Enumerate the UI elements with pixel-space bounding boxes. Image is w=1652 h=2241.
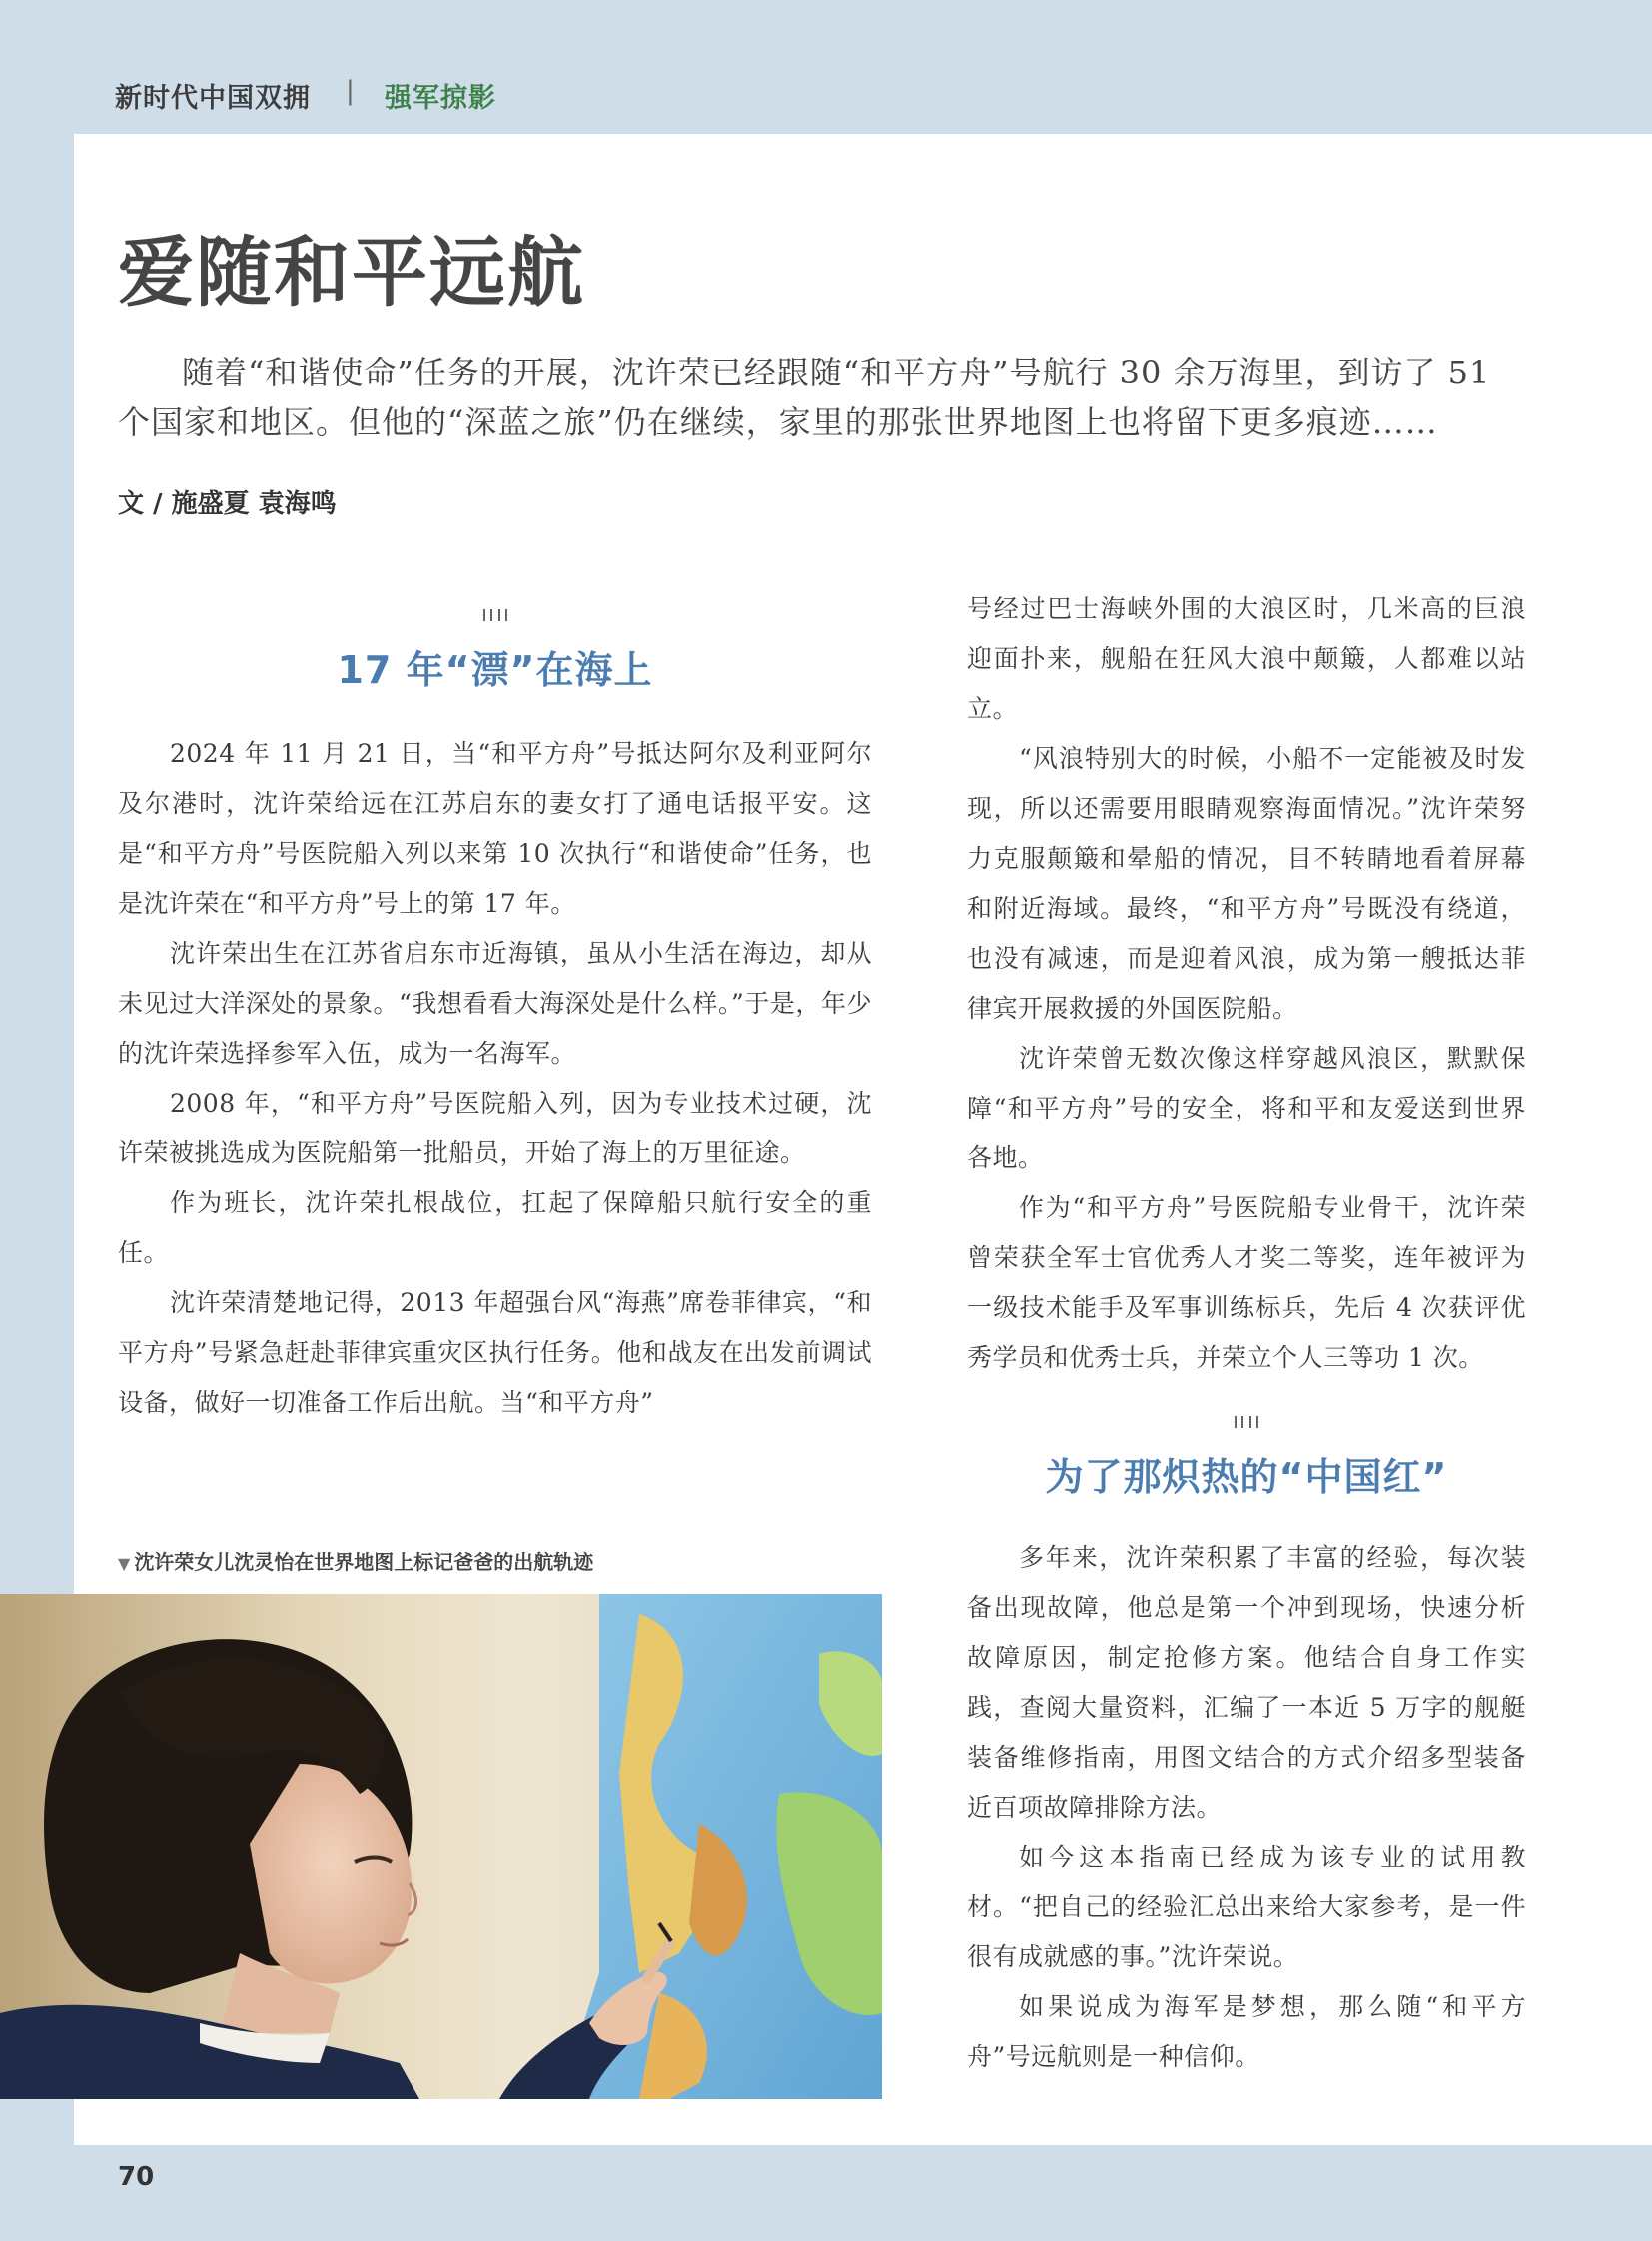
section-name: 强军掠影 — [385, 83, 496, 114]
section-divider-icon — [1235, 1416, 1258, 1428]
article-byline: 文 / 施盛夏 袁海鸣 — [118, 489, 337, 519]
article-lead: 随着“和谐使命”任务的开展，沈许荣已经跟随“和平方舟”号航行 30 余万海里，到访了 51 个国家和地区。但他的“深蓝之旅”仍在继续，家里的那张世界地图上也将留下更多痕迹…… — [118, 354, 1491, 441]
body-paragraph: “风浪特别大的时候，小船不一定能被及时发现，所以还需要用眼睛观察海面情况。”沈许荣努力克服颠簸和晕船的情况，目不转睛地看着屏幕和附近海域。最终，“和平方舟”号既没有绕道，也没有减速，而是迎着风浪，成为第一艘抵达菲律宾开展救援的外国医院船。 — [967, 744, 1526, 1023]
photo-caption — [118, 1546, 593, 1575]
article-title: 爱随和平远航 — [118, 228, 585, 317]
body-paragraph: 作为班长，沈许荣扎根战位，扛起了保障船只航行安全的重任。 — [118, 1188, 872, 1267]
right-column-top — [967, 584, 1526, 1383]
body-paragraph: 作为“和平方舟”号医院船专业骨干，沈许荣曾荣获全军士官优秀人才奖二等奖，连年被评为一级技术能手及军事训练标兵，先后 4 次获评优秀学员和优秀士兵，并荣立个人三等功 1 次。 — [967, 1193, 1526, 1372]
publication-name: 新时代中国双拥 — [115, 83, 311, 114]
body-paragraph: 多年来，沈许荣积累了丰富的经验，每次装备出现故障，他总是第一个冲到现场，快速分析故障原因，制定抢修方案。他结合自身工作实践，查阅大量资料，汇编了一本近 5 万字的舰艇装备维修指南，用图文结合的方式介绍多型装备近百项故障排除方法。 — [967, 1543, 1526, 1822]
triangle-down-icon: ▼ — [118, 1554, 131, 1573]
body-paragraph: 2008 年，“和平方舟”号医院船入列，因为专业技术过硬，沈许荣被挑选成为医院船第一批船员，开始了海上的万里征途。 — [118, 1089, 872, 1167]
body-paragraph: 沈许荣曾无数次像这样穿越风浪区，默默保障“和平方舟”号的安全，将和平和友爱送到世界各地。 — [967, 1044, 1526, 1172]
photo-caption-text: 沈许荣女儿沈灵怡在世界地图上标记爸爸的出航轨迹 — [134, 1550, 594, 1574]
body-paragraph: 沈许荣清楚地记得，2013 年超强台风“海燕”席卷菲律宾，“和平方舟”号紧急赶赴菲律宾重灾区执行任务。他和战友在出发前调试设备，做好一切准备工作后出航。当“和平方舟” — [118, 1288, 872, 1417]
photo-illustration — [0, 1594, 882, 2099]
body-paragraph: 如果说成为海军是梦想，那么随“和平方舟”号远航则是一种信仰。 — [967, 1992, 1526, 2071]
article-photo — [0, 1594, 882, 2099]
section-divider-icon — [483, 609, 507, 621]
section-heading-2: 为了那炽热的“中国红” — [1045, 1455, 1448, 1499]
body-paragraph: 2024 年 11 月 21 日，当“和平方舟”号抵达阿尔及利亚阿尔及尔港时，沈许荣给远在江苏启东的妻女打了通电话报平安。这是“和平方舟”号医院船入列以来第 10 次执行“和谐使命”任务，也是沈许荣在“和平方舟”号上的第 17 年。 — [118, 739, 872, 918]
page-number: 70 — [118, 2162, 155, 2192]
left-column — [118, 729, 872, 1428]
section-heading-1: 17 年“漂”在海上 — [337, 648, 653, 692]
body-paragraph-continued: 号经过巴士海峡外围的大浪区时，几米高的巨浪迎面扑来，舰船在狂风大浪中颠簸，人都难以站立。 — [967, 594, 1526, 723]
header-separator: | — [346, 76, 355, 106]
body-paragraph: 如今这本指南已经成为该专业的试用教材。“把自己的经验汇总出来给大家参考，是一件很有成就感的事。”沈许荣说。 — [967, 1843, 1526, 1971]
right-column-bottom — [967, 1533, 1526, 2082]
body-paragraph: 沈许荣出生在江苏省启东市近海镇，虽从小生活在海边，却从未见过大洋深处的景象。“我想看看大海深处是什么样。”于是，年少的沈许荣选择参军入伍，成为一名海军。 — [118, 939, 872, 1068]
